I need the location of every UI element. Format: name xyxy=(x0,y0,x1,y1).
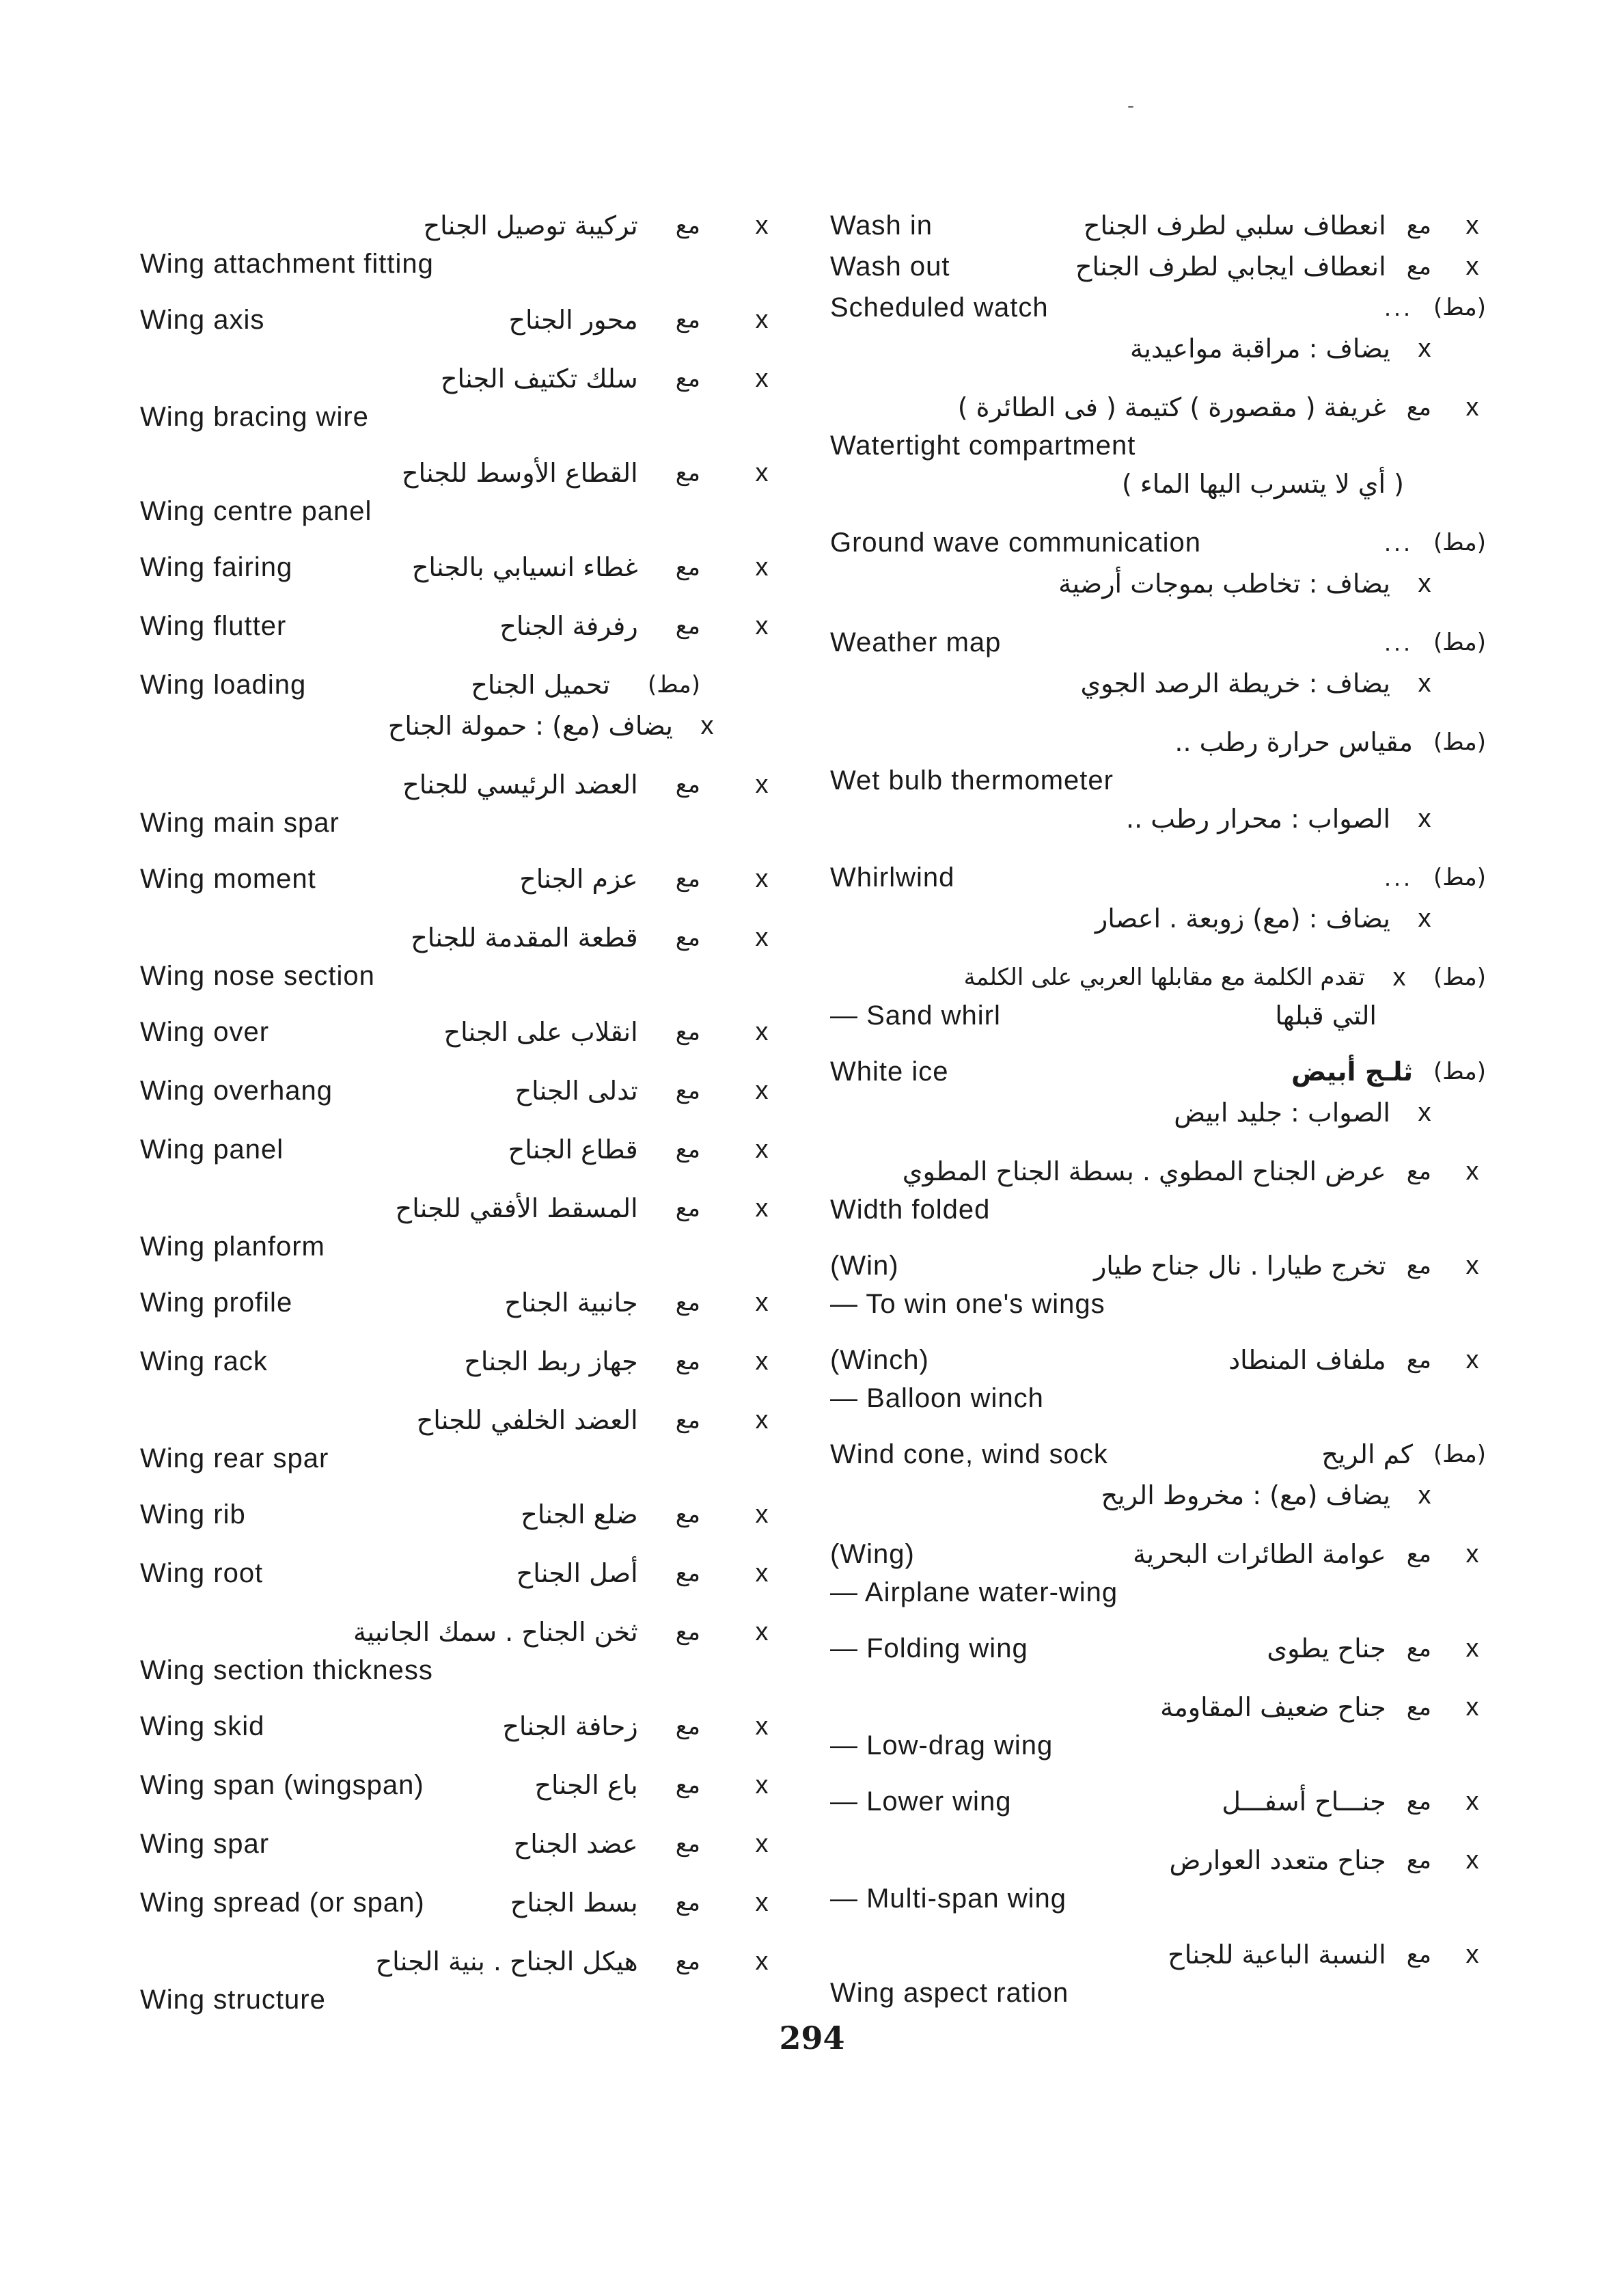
tag: (مط) xyxy=(647,671,700,698)
english-term: — Folding wing xyxy=(830,1633,1028,1663)
english-term: (Wing) xyxy=(830,1538,915,1569)
x-mark: x xyxy=(1418,903,1431,933)
marker: مع xyxy=(1406,394,1431,421)
right-column xyxy=(830,205,1486,2011)
english-term: Wing moment xyxy=(140,863,316,894)
x-mark: x xyxy=(1465,1345,1479,1374)
tag: (مط) xyxy=(1433,294,1486,321)
arabic-term: ثلـج أبيض xyxy=(1291,1057,1413,1087)
english-term: Whirlwind xyxy=(830,862,955,893)
marker: مع xyxy=(1406,1941,1431,1968)
marker: مع xyxy=(675,612,700,640)
english-term: Wing overhang xyxy=(140,1075,333,1106)
arabic-note: الصواب : جليد ابيض xyxy=(1174,1098,1390,1128)
arabic-term: العضد الرئيسي للجناح xyxy=(402,770,638,800)
arabic-term: جناح متعدد العوارض xyxy=(1169,1845,1386,1875)
arabic-note: يضاف (مع) : حمولة الجناح xyxy=(387,711,673,741)
english-term: Wing main spar xyxy=(140,807,340,838)
marker: مع xyxy=(675,1406,700,1434)
english-term: Scheduled watch xyxy=(830,292,1049,323)
arabic-note: يضاف : تخاطب بموجات أرضية xyxy=(1058,569,1390,599)
entry-wing-rear-spar xyxy=(140,1400,775,1476)
english-term: Wing spread (or span) xyxy=(140,1887,425,1918)
x-mark: x xyxy=(755,458,769,487)
arabic-term: عضد الجناح xyxy=(513,1829,638,1859)
marker: مع xyxy=(675,771,700,798)
arabic-note: يضاف : (مع) زوبعة . اعصار xyxy=(1095,903,1390,934)
english-term: Wing centre panel xyxy=(140,495,372,526)
english-subterm: — Balloon winch xyxy=(830,1383,1044,1413)
x-mark: x xyxy=(755,1829,769,1858)
marker: مع xyxy=(675,1713,700,1740)
entry-wing-rib xyxy=(140,1494,775,1535)
x-mark: x xyxy=(1392,962,1406,992)
entry-winch xyxy=(830,1340,1486,1416)
tag: (مط) xyxy=(1433,1058,1486,1085)
tag: (مط) xyxy=(1433,1441,1486,1468)
english-term: Wing aspect ration xyxy=(830,1977,1069,2008)
marker: مع xyxy=(675,212,700,239)
x-mark: x xyxy=(755,1617,769,1646)
entry-wing-structure xyxy=(140,1941,775,2017)
english-term: Wet bulb thermometer xyxy=(830,765,1114,796)
x-mark: x xyxy=(755,552,769,582)
arabic-term: انقلاب على الجناح xyxy=(443,1017,638,1047)
x-mark: x xyxy=(1465,1940,1479,1969)
english-term: Watertight compartment xyxy=(830,430,1136,461)
arabic-term: جنـــاح أسفـــل xyxy=(1222,1786,1386,1817)
entry-wing-section-thickness xyxy=(140,1612,775,1688)
entry-wing-rack xyxy=(140,1341,775,1382)
marker: مع xyxy=(1406,1346,1431,1374)
marker: مع xyxy=(675,1289,700,1316)
x-mark: x xyxy=(755,1405,769,1435)
entry-wing-span xyxy=(140,1765,775,1806)
marker: مع xyxy=(1406,1540,1431,1568)
marker: مع xyxy=(1406,1847,1431,1874)
english-term: Wing rear spar xyxy=(140,1443,329,1473)
entry-wet-bulb-thermometer xyxy=(830,722,1486,839)
arabic-term: ثخن الجناح . سمك الجانبية xyxy=(353,1617,638,1647)
english-term: Wing profile xyxy=(140,1287,293,1318)
english-subterm: — To win one's wings xyxy=(830,1288,1105,1319)
marker: مع xyxy=(675,459,700,487)
entry-wing-spread xyxy=(140,1882,775,1923)
entry-wing-over xyxy=(140,1011,775,1052)
arabic-note: التي قبلها xyxy=(1275,1001,1377,1031)
english-term: — Sand whirl xyxy=(830,1000,1001,1031)
x-mark: x xyxy=(1465,1692,1479,1722)
arabic-term: عرض الجناح المطوي . بسطة الجناح المطوي xyxy=(902,1156,1386,1186)
arabic-term: تحميل الجناح xyxy=(471,670,610,700)
english-term: Wing rack xyxy=(140,1346,268,1376)
x-mark: x xyxy=(1465,1845,1479,1875)
english-term: Wing nose section xyxy=(140,960,375,991)
arabic-term: تركيبة توصيل الجناح xyxy=(423,210,638,241)
marker: مع xyxy=(675,1077,700,1104)
english-term: Wing flutter xyxy=(140,610,287,641)
x-mark: x xyxy=(1418,334,1431,363)
tag: (مط) xyxy=(1433,964,1486,991)
x-mark: x xyxy=(755,364,769,393)
entry-white-ice xyxy=(830,1051,1486,1133)
arabic-term: غريفة ( مقصورة ) كتيمة ( فى الطائرة ) xyxy=(957,392,1386,422)
entry-wing-spar xyxy=(140,1823,775,1864)
marker: مع xyxy=(675,865,700,893)
english-term: Wing span (wingspan) xyxy=(140,1769,424,1800)
arabic-term: تدلى الجناح xyxy=(514,1076,638,1106)
arabic-term: المسقط الأفقي للجناح xyxy=(395,1193,638,1223)
arabic-term: محور الجناح xyxy=(508,305,638,335)
entry-wind-cone xyxy=(830,1434,1486,1516)
english-term: Wing panel xyxy=(140,1134,284,1165)
english-term: (Winch) xyxy=(830,1344,929,1375)
arabic-term: عوامة الطائرات البحرية xyxy=(1133,1539,1386,1569)
arabic-term: رفرفة الجناح xyxy=(499,611,638,641)
english-term: Wing section thickness xyxy=(140,1655,433,1685)
entry-wing-loading xyxy=(140,664,775,746)
marker: مع xyxy=(675,924,700,951)
arabic-term: جناح يطوى xyxy=(1267,1633,1386,1663)
tag: (مط) xyxy=(1433,864,1486,891)
english-term: Wing spar xyxy=(140,1828,270,1859)
x-mark: x xyxy=(1418,804,1431,833)
marker: مع xyxy=(675,1018,700,1046)
x-mark: x xyxy=(755,1288,769,1317)
arabic-term: انعطاف ايجابي لطرف الجناح xyxy=(1075,251,1386,282)
x-mark: x xyxy=(1418,1480,1431,1510)
x-mark: x xyxy=(1418,668,1431,698)
english-term: Wing over xyxy=(140,1016,270,1047)
english-term: Wash out xyxy=(830,251,950,282)
entry-wing-main-spar xyxy=(140,764,775,841)
top-mark: - xyxy=(1127,94,1134,117)
entry-watertight-compartment xyxy=(830,387,1486,504)
entry-wing-axis xyxy=(140,299,775,340)
arabic-note: يضاف (مع) : مخروط الريح xyxy=(1101,1480,1390,1510)
x-mark: x xyxy=(755,1076,769,1105)
english-term: Wind cone, wind sock xyxy=(830,1439,1108,1469)
arabic-term: النسبة الباعية للجناح xyxy=(1168,1940,1386,1970)
entry-wing-attachment-fitting xyxy=(140,205,775,282)
arabic-term: بسط الجناح xyxy=(510,1888,638,1918)
english-term: (Win) xyxy=(830,1250,899,1281)
x-mark: x xyxy=(755,1193,769,1223)
english-term: Wing root xyxy=(140,1558,264,1588)
x-mark: x xyxy=(1465,1251,1479,1280)
x-mark: x xyxy=(755,1888,769,1917)
x-mark: x xyxy=(1465,251,1479,281)
english-term: — Low-drag wing xyxy=(830,1730,1054,1760)
arabic-term: سلك تكتيف الجناح xyxy=(441,364,638,394)
dots: ... xyxy=(1384,863,1413,891)
english-term: Wing structure xyxy=(140,1984,326,2015)
left-column xyxy=(140,205,775,2017)
entry-width-folded xyxy=(830,1151,1486,1227)
x-mark: x xyxy=(700,711,714,740)
arabic-note: ( أي لا يتسرب اليها الماء ) xyxy=(1121,469,1404,499)
marker: مع xyxy=(675,1560,700,1587)
dots: ... xyxy=(1384,528,1413,556)
entry-weather-map xyxy=(830,622,1486,704)
marker: مع xyxy=(1406,1694,1431,1721)
entry-win xyxy=(830,1245,1486,1322)
dots: ... xyxy=(1384,293,1413,321)
marker: مع xyxy=(675,1948,700,1975)
entry-scheduled-watch xyxy=(830,287,1486,369)
arabic-term: عزم الجناح xyxy=(519,864,638,894)
arabic-term: ضلع الجناح xyxy=(521,1499,638,1530)
arabic-note: يضاف : مراقبة مواعيدية xyxy=(1129,334,1390,364)
entry-wing-planform xyxy=(140,1188,775,1264)
marker: مع xyxy=(1406,1252,1431,1279)
english-term: Wash in xyxy=(830,210,933,241)
entry-wing xyxy=(830,1534,1486,1610)
arabic-term: انعطاف سلبي لطرف الجناح xyxy=(1083,210,1386,241)
english-term: Wing loading xyxy=(140,669,307,700)
entry-wing-fairing xyxy=(140,547,775,588)
marker: مع xyxy=(675,554,700,581)
marker: مع xyxy=(675,1195,700,1222)
entry-sand-whirl xyxy=(830,957,1486,1033)
arabic-term: باع الجناح xyxy=(534,1770,638,1800)
arabic-term: ملفاف المنطاد xyxy=(1228,1345,1386,1375)
x-mark: x xyxy=(1465,1539,1479,1568)
x-mark: x xyxy=(755,1346,769,1376)
x-mark: x xyxy=(1418,569,1431,598)
x-mark: x xyxy=(755,305,769,334)
marker: مع xyxy=(675,1889,700,1916)
english-term: Wing fairing xyxy=(140,552,293,582)
english-term: White ice xyxy=(830,1056,949,1087)
arabic-note: تقدم الكلمة مع مقابلها العربي على الكلمة xyxy=(963,964,1365,991)
page-number: 294 xyxy=(779,2020,845,2056)
english-term: Wing axis xyxy=(140,304,265,335)
entry-wing-nose-section xyxy=(140,917,775,994)
entry-wash-out xyxy=(830,246,1486,287)
arabic-term: هيكل الجناح . بنية الجناح xyxy=(375,1946,638,1976)
marker: مع xyxy=(1406,1788,1431,1815)
entry-ground-wave-communication xyxy=(830,522,1486,604)
arabic-term: قطعة المقدمة للجناح xyxy=(411,923,638,953)
marker: مع xyxy=(1406,253,1431,280)
entry-wing-panel xyxy=(140,1129,775,1170)
x-mark: x xyxy=(1418,1098,1431,1127)
entry-wing-skid xyxy=(140,1706,775,1747)
x-mark: x xyxy=(755,1017,769,1046)
tag: (مط) xyxy=(1433,529,1486,556)
dots: ... xyxy=(1384,628,1413,656)
x-mark: x xyxy=(755,1711,769,1741)
arabic-term: القطاع الأوسط للجناح xyxy=(401,458,638,488)
marker: مع xyxy=(1406,1158,1431,1185)
english-term: Width folded xyxy=(830,1194,991,1225)
english-term: Wing skid xyxy=(140,1711,265,1741)
marker: مع xyxy=(675,1348,700,1375)
x-mark: x xyxy=(755,210,769,240)
arabic-term: مقياس حرارة رطب .. xyxy=(1174,727,1413,757)
arabic-term: جناح ضعيف المقاومة xyxy=(1160,1692,1386,1722)
entry-wing-overhang xyxy=(140,1070,775,1111)
marker: مع xyxy=(675,1501,700,1528)
entry-multi-span-wing xyxy=(830,1840,1486,1916)
arabic-note: الصواب : محرار رطب .. xyxy=(1126,804,1390,834)
entry-lower-wing xyxy=(830,1781,1486,1822)
x-mark: x xyxy=(755,770,769,799)
marker: مع xyxy=(675,306,700,334)
arabic-term: كم الريح xyxy=(1321,1439,1413,1469)
entry-wash-in xyxy=(830,205,1486,246)
marker: مع xyxy=(675,365,700,392)
x-mark: x xyxy=(1465,1633,1479,1663)
x-mark: x xyxy=(755,1499,769,1529)
x-mark: x xyxy=(755,1134,769,1164)
x-mark: x xyxy=(755,1558,769,1588)
arabic-term: العضد الخلفي للجناح xyxy=(416,1405,638,1435)
entry-folding-wing xyxy=(830,1628,1486,1669)
english-term: — Multi-span wing xyxy=(830,1883,1067,1914)
tag: (مط) xyxy=(1433,729,1486,756)
marker: مع xyxy=(1406,1635,1431,1662)
tag: (مط) xyxy=(1433,629,1486,656)
arabic-term: جانبية الجناح xyxy=(504,1288,638,1318)
x-mark: x xyxy=(1465,1156,1479,1186)
arabic-term: زحافة الجناح xyxy=(502,1711,638,1741)
arabic-term: أصل الجناح xyxy=(516,1558,638,1588)
entry-wing-centre-panel xyxy=(140,452,775,529)
marker: مع xyxy=(1406,212,1431,239)
marker: مع xyxy=(675,1830,700,1858)
entry-wing-profile xyxy=(140,1282,775,1323)
marker: مع xyxy=(675,1136,700,1163)
english-term: Wing planform xyxy=(140,1231,325,1262)
entry-wing-aspect-ration xyxy=(830,1934,1486,2011)
entry-wing-bracing-wire xyxy=(140,358,775,435)
arabic-term: تخرج طيارا . نال جناح طيار xyxy=(1093,1251,1386,1281)
arabic-term: جهاز ربط الجناح xyxy=(464,1346,638,1376)
english-term: Weather map xyxy=(830,627,1002,657)
english-term: Ground wave communication xyxy=(830,527,1202,558)
arabic-term: غطاء انسيابي بالجناح xyxy=(411,552,638,582)
x-mark: x xyxy=(755,1770,769,1799)
x-mark: x xyxy=(1465,1786,1479,1816)
x-mark: x xyxy=(755,1946,769,1976)
marker: مع xyxy=(675,1771,700,1799)
x-mark: x xyxy=(755,864,769,893)
english-subterm: — Airplane water-wing xyxy=(830,1577,1118,1607)
entry-low-drag-wing xyxy=(830,1687,1486,1763)
entry-whirlwind xyxy=(830,857,1486,939)
english-term: Wing attachment fitting xyxy=(140,248,434,279)
x-mark: x xyxy=(1465,392,1479,422)
x-mark: x xyxy=(755,923,769,952)
english-term: Wing rib xyxy=(140,1499,246,1530)
x-mark: x xyxy=(755,611,769,640)
entry-wing-flutter xyxy=(140,606,775,647)
arabic-term: قطاع الجناح xyxy=(508,1134,638,1165)
arabic-note: يضاف : خريطة الرصد الجوي xyxy=(1080,668,1390,698)
x-mark: x xyxy=(1465,210,1479,240)
entry-wing-moment xyxy=(140,858,775,899)
english-term: — Lower wing xyxy=(830,1786,1012,1817)
marker: مع xyxy=(675,1618,700,1646)
english-term: Wing bracing wire xyxy=(140,401,369,432)
entry-wing-root xyxy=(140,1553,775,1594)
